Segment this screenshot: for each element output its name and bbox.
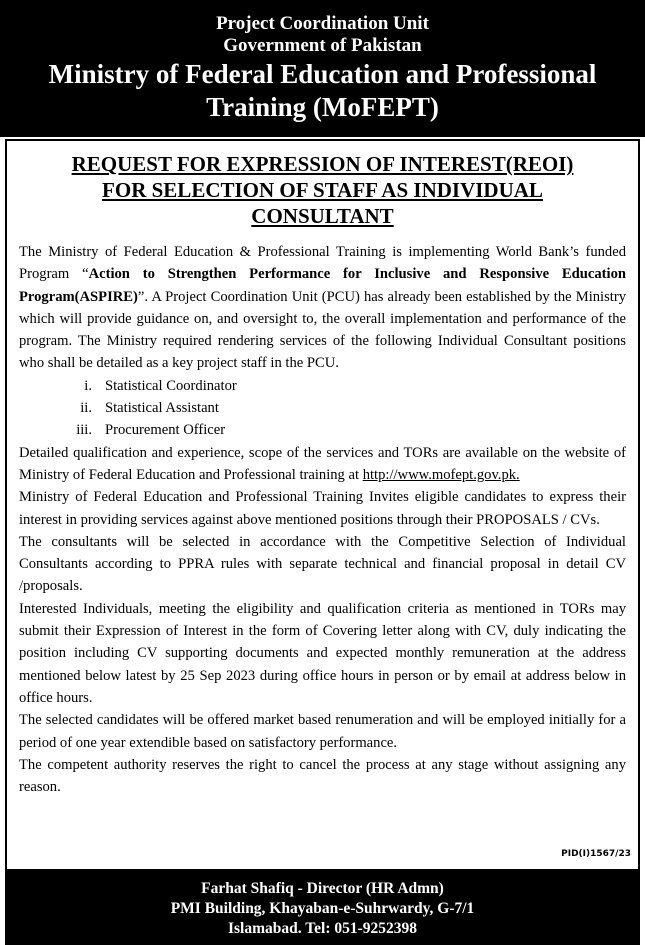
- details-paragraph: [19, 442, 626, 487]
- intro-part-1: The Ministry of Federal Education & Professional Training is implementing World Bank’s funded Program “: [19, 244, 626, 283]
- list-item-number: ii.: [80, 400, 92, 417]
- list-item-number: iii.: [76, 422, 92, 439]
- notice-title: [7, 151, 638, 229]
- footer-contact-name: Farhat Shafiq - Director (HR Admn): [201, 880, 444, 897]
- invitation-paragraph: Ministry of Federal Education and Professional Training Invites eligible candidates to express their interest in providing services against above mentioned positions through their PROPOSALS / CVs.: [19, 489, 626, 528]
- list-item: [19, 397, 626, 419]
- list-item-label: Statistical Coordinator: [105, 377, 237, 394]
- list-item: [19, 375, 626, 397]
- header-ministry: Ministry of Federal Education and Professional: [48, 59, 597, 89]
- footer-address: PMI Building, Khayaban-e-Suhrwardy, G-7/1: [170, 900, 475, 917]
- header-ministry-cont: Training (MoFEPT): [206, 92, 439, 122]
- authority-paragraph: The competent authority reserves the right to cancel the process at any stage without assigning any reason.: [19, 756, 626, 796]
- remuneration-paragraph: The selected candidates will be offered market based renumeration and will be employed initially for a period of one year extendible based on satisfactory performance.: [19, 712, 626, 751]
- header-unit: Project Coordination Unit: [216, 13, 429, 34]
- positions-list: [19, 375, 626, 442]
- footer-banner: [5, 869, 640, 945]
- header-government: Government of Pakistan: [223, 35, 422, 56]
- header-banner: [0, 0, 645, 137]
- footer-phone: Islamabad. Tel: 051-9252398: [227, 920, 418, 937]
- title-line-1: REQUEST FOR EXPRESSION OF INTEREST(REOI): [71, 152, 574, 176]
- intro-paragraph: [19, 241, 626, 375]
- website-link[interactable]: http://www.mofept.gov.pk.: [362, 466, 520, 483]
- intro-part-2: ”. A Project Coordination Unit (PCU) has already been established by the Ministry which will provide guidance on, and oversight to, the overall implementation and performance of the program. The Ministry required rendering services of the following Individual Consultant positions who shall be detailed as a key project staff in the PCU.: [19, 288, 626, 372]
- submission-paragraph: Interested Individuals, meeting the eligibility and qualification criteria as mentioned in TORs may submit their Expression of Interest in the form of Covering letter along with CV, duly indicating the position including CV supporting documents and expected monthly remuneration at the address mentioned below latest by 25 Sep 2023 during office hours in person or by email at address below in office hours.: [19, 600, 626, 706]
- list-item-label: Procurement Officer: [105, 422, 226, 439]
- list-item-number: i.: [84, 377, 92, 394]
- title-line-3: CONSULTANT: [251, 204, 394, 228]
- notice-content: [7, 241, 638, 798]
- selection-paragraph: The consultants will be selected in accordance with the Competitive Selection of Individual Consultants according to PPRA rules with separate technical and financial proposal in detail CV /proposals.: [19, 533, 626, 595]
- list-item: [19, 419, 626, 441]
- title-line-2: FOR SELECTION OF STAFF AS INDIVIDUAL: [102, 178, 543, 202]
- program-name: Action to Strengthen Performance for Inclusive and Responsive Education Program(ASPIRE): [19, 266, 626, 305]
- list-item-label: Statistical Assistant: [105, 400, 219, 417]
- notice-body: [5, 139, 640, 869]
- pid-code: PID(I)1567/23: [561, 849, 631, 859]
- details-text: Detailed qualification and experience, scope of the services and TORs are available on the website of Ministry of Federal Education and Professional training at: [19, 444, 626, 483]
